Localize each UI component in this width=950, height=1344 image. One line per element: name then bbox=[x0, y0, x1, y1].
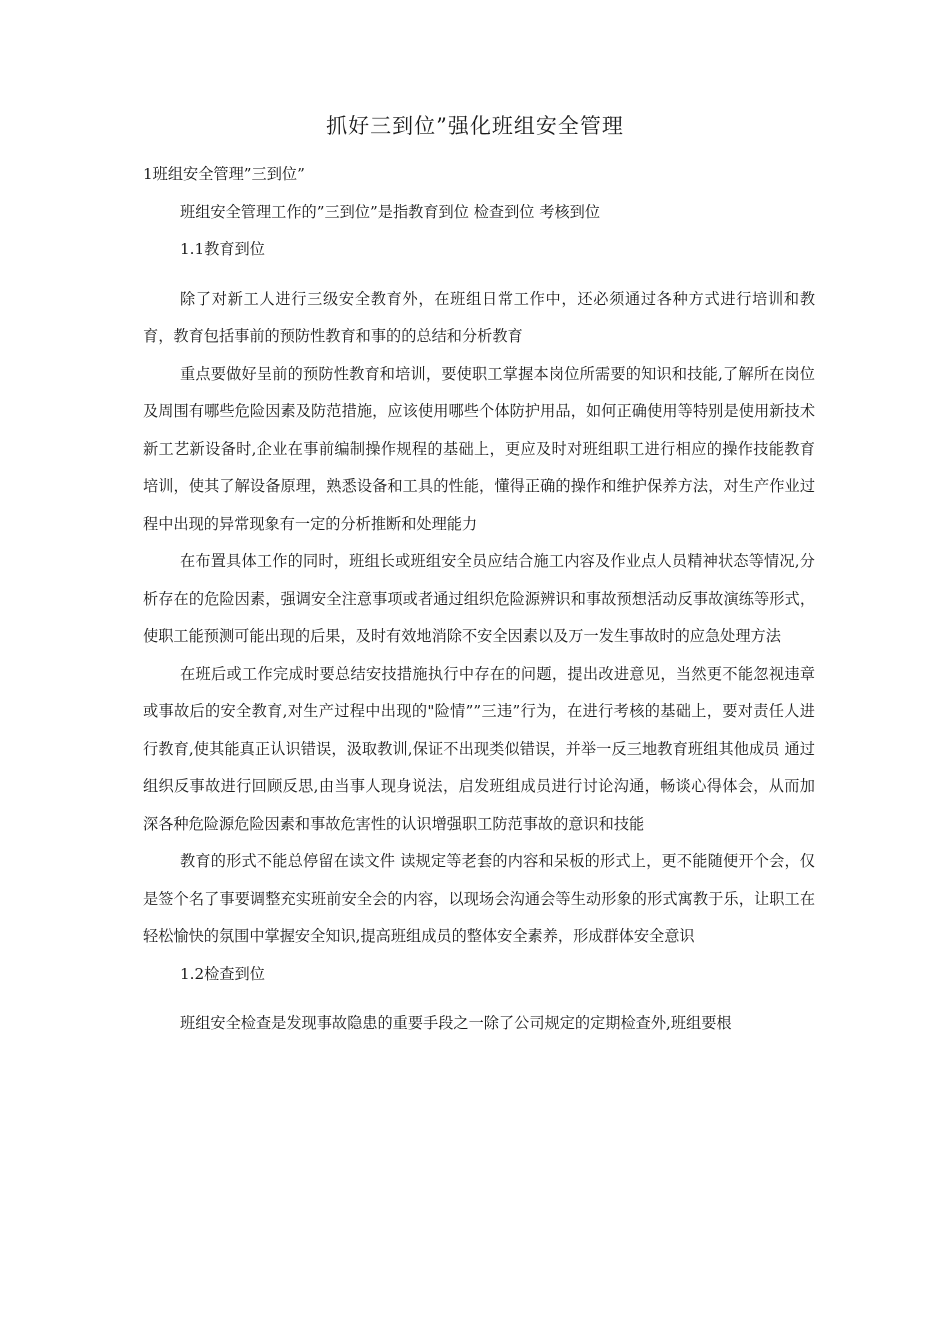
section-1-1-heading: 1.1教育到位 bbox=[180, 240, 265, 258]
paragraph: 在布置具体工作的同时，班组长或班组安全员应结合施工内容及作业点人员精神状态等情况,分析存在的危险因素，强调安全注意事项或者通过组织危险源辨识和事故预想活动反事故演练等形式，使职工能预测可能出现的后果，及时有效地消除不安全因素以及万一发生事故时的应急处理方法 bbox=[143, 552, 815, 645]
paragraph: 班组安全检查是发现事故隐患的重要手段之一除了公司规定的定期检查外,班组要根 bbox=[180, 1014, 732, 1032]
document-title: 抓好三到位”强化班组安全管理 bbox=[326, 114, 624, 138]
document-body bbox=[143, 156, 815, 1043]
section-1-2-heading: 1.2检查到位 bbox=[180, 964, 265, 983]
paragraph: 教育的形式不能总停留在读文件 读规定等老套的内容和呆板的形式上，更不能随便开个会，仅是签个名了事要调整充实班前安全会的内容，以现场会沟通会等生动形象的形式寓教于乐，让职工在轻松愉快的氛围中掌握安全知识,提高班组成员的整体安全素养，形成群体安全意识 bbox=[143, 852, 815, 945]
paragraph: 在班后或工作完成时要总结安技措施执行中存在的问题，提出改进意见，当然更不能忽视违章或事故后的安全教育,对生产过程中出现的"险情””三违”行为，在进行考核的基础上，要对责任人进行教育,使其能真正认识错误，汲取教训,保证不出现类似错误，并举一反三地教育班组其他成员 通过组织反事故进行回顾反思,由当事人现身说法，启发班组成员进行讨论沟通，畅谈心得体会，从而加深各种危险源危险因素和事故危害性的认识增强职工防范事故的意识和技能 bbox=[143, 664, 815, 833]
section-1-heading: 1班组安全管理”三到位” bbox=[143, 165, 305, 183]
paragraph: 除了对新工人进行三级安全教育外，在班组日常工作中，还必须通过各种方式进行培训和教育，教育包括事前的预防性教育和事的的总结和分析教育 bbox=[143, 289, 815, 345]
section-1-intro: 班组安全管理工作的”三到位”是指教育到位 检查到位 考核到位 bbox=[180, 202, 601, 221]
paragraph: 重点要做好呈前的预防性教育和培训，要使职工掌握本岗位所需要的知识和技能,了解所在岗位及周围有哪些危险因素及防范措施，应该使用哪些个体防护用品，如何正确使用等特别是使用新技术新工艺新设备时,企业在事前编制操作规程的基础上，更应及时对班组职工进行相应的操作技能教育培训，使其了解设备原理，熟悉设备和工具的性能，懂得正确的操作和维护保养方法，对生产作业过程中出现的异常现象有一定的分析推断和处理能力 bbox=[143, 364, 815, 533]
